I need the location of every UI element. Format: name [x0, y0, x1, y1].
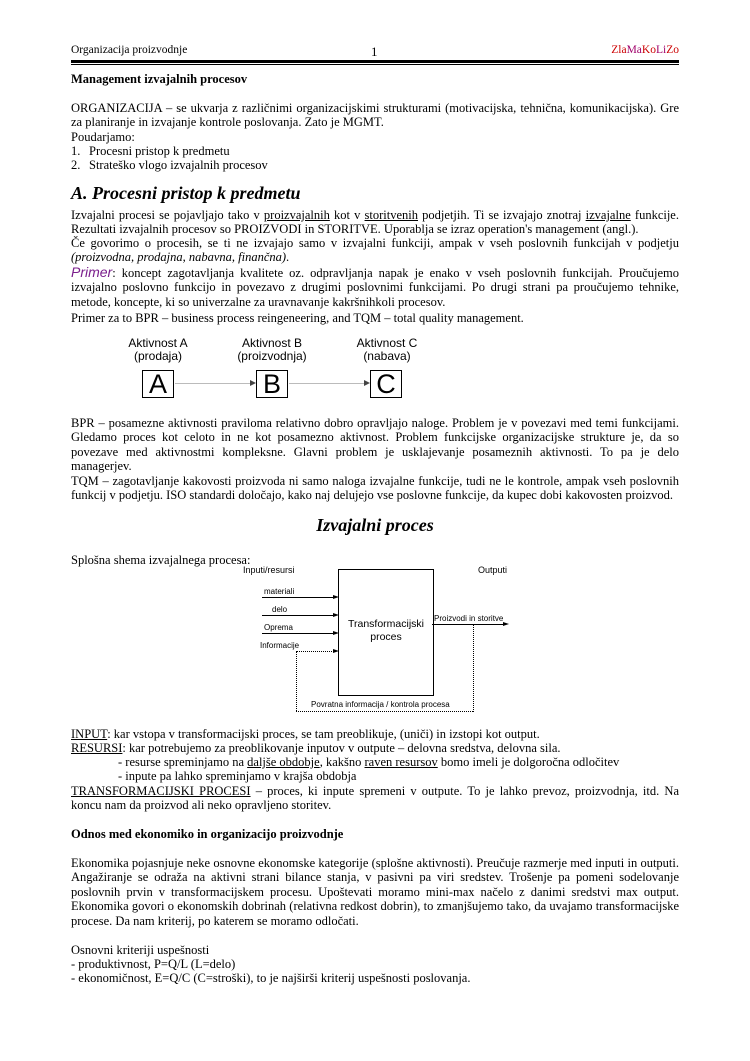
activity-b-label: Aktivnost B (proizvodnja) [237, 336, 307, 363]
tqm-paragraph: TQM – zagotavljanje kakovosti proizvoda ni samo naloga izvajalne funkcije, tudi ne le kontrole, ampak vseh poslovnih funkcij v podjetju. ISO standardi določajo, kako naj delujejo vse poslovne funkcije, da kupec dobi kakovosten proizvod. [71, 474, 679, 503]
resursi-bullet-1: - resurse spreminjamo na daljše obdobje, kakšno raven resursov bomo imeli je dolgoročna odločitev [118, 755, 620, 769]
section-heading-a: A. Procesni pristop k predmetu [71, 183, 301, 203]
definition-resursi: RESURSI: kar potrebujemo za preoblikovanje inputov v outpute – delovna sredstva, delovna sila. [71, 741, 561, 755]
intro-paragraph: ORGANIZACIJA – se ukvarja z različnimi organizacijskimi strukturami (motivacijska, tehnična, komunikacijska). Gre za planiranje in izvajanje kontrole poslovanja. Zato je MGMT. [71, 101, 679, 130]
arrow-head-icon [503, 622, 509, 626]
document-title: Management izvajalnih procesov [71, 72, 248, 86]
criteria-item: - ekonomičnost, E=Q/C (C=stroški), to je najširši kriterij uspešnosti poslovanja. [71, 971, 471, 985]
input-oprema: Oprema [264, 623, 293, 632]
inputs-header: Inputi/resursi [243, 565, 295, 575]
arrow-head-icon [333, 613, 339, 617]
section-heading-process: Izvajalni proces [316, 515, 434, 535]
arrow-head-icon [333, 595, 339, 599]
primer-label: Primer [71, 264, 113, 280]
emphasis-label: Poudarjamo: [71, 130, 135, 144]
section-a-paragraph-5: Primer za to BPR – business process reingeneering, and TQM – total quality management. [71, 311, 524, 325]
activity-c-box: C [370, 370, 402, 398]
bpr-paragraph: BPR – posamezne aktivnosti praviloma relativno dobro opravljajo naloge. Problem je v povezavi med temi funkcijami. Gledamo proces kot celoto in ne kot posamezno aktivnost. Problem funkcijske organizacijske strukture je, da so povezave med aktivnostmi kompleksne. Glavni problem je usklajevanje posameznih aktivnosti. To pa je delo managerjev. [71, 416, 679, 474]
input-materiali: materiali [264, 587, 295, 596]
page-header [71, 44, 679, 60]
econ-paragraph: Ekonomika pojasnjuje neke osnovne ekonomske kategorije (splošne aktivnosti). Preučuje razmerje med inputi in outputi. Angažiranje se odraža na aktivni strani bilance stanja, v pasivni pa viri sredstev. Trošenje pa pomeni sodelovanje poslovnih prvin v transformacijskem procesu. Upoštevati moramo mini-max načelo z danimi sredstvi max output. Ekonomika govori o ekonomskih dobrinah (relativna redkost dobrin), to zmanjšujemo tako, da uvajamo transformacijske procese. Da nam kriterij, po katerem se moramo odločati. [71, 856, 679, 928]
transformation-box: Transformacijski proces [338, 569, 434, 696]
criteria-item: - produktivnost, P=Q/L (L=delo) [71, 957, 236, 971]
input-informacije: Informacije [260, 641, 300, 650]
arrow-b-to-c [289, 383, 366, 384]
activity-a-box: A [142, 370, 174, 398]
section-a-paragraph-1: Izvajalni procesi se pojavljajo tako v proizvajalnih kot v storitvenih podjetjih. Ti se izvajajo znotraj izvajalne funkcije. [71, 208, 679, 222]
header-doc-title: Organizacija proizvodnje [71, 44, 188, 56]
arrow-head-icon [250, 380, 256, 386]
section-heading-econ: Odnos med ekonomiko in organizacijo proizvodnje [71, 827, 344, 841]
activity-b-box: B [256, 370, 288, 398]
arrow-a-to-b [175, 383, 252, 384]
definition-input: INPUT: kar vstopa v transformacijski proces, se tam preoblikuje, (uniči) in izstopi kot output. [71, 727, 540, 741]
list-item: 1. Procesni pristop k predmetu [71, 144, 230, 158]
input-delo: delo [272, 605, 288, 614]
section-a-paragraph-3: Če govorimo o procesih, se ti ne izvajajo samo v izvajalni funkciji, ampak v vseh poslovnih funkcijah v podjetju (proizvodna, prodajna, nabavna, finančna). [71, 236, 679, 265]
section-a-paragraph-2: Rezultati izvajalnih procesov so PROIZVODI in STORITVE. Uporablja se izraz operation's management (angl.). [71, 222, 639, 236]
activity-c-label: Aktivnost C (nabava) [356, 336, 418, 363]
activity-a-label: Aktivnost A (prodaja) [128, 336, 188, 363]
resursi-bullet-2: - inpute pa lahko spreminjamo v krajša obdobja [118, 769, 357, 783]
header-rule-thin [71, 64, 679, 65]
definition-transformacijski: TRANSFORMACIJSKI PROCESI – proces, ki inpute spremeni v outpute. To je lahko prevoz, proizvodnja, itd. Na koncu nam da proizvod ali neko opravljeno storitev. [71, 784, 679, 813]
intro-list [71, 144, 679, 173]
header-rule-thick [71, 60, 679, 63]
arrow-head-icon [364, 380, 370, 386]
author-logo: ZlaMaKoLiZo [611, 44, 679, 56]
criteria-title: Osnovni kriteriji uspešnosti [71, 943, 210, 957]
output-label: Proizvodi in storitve [434, 614, 504, 623]
section-a-primer: Primer: koncept zagotavljanja kvalitete oz. odpravljanja napak je enako v vseh poslovnih funkcijah. Proučujemo izvajalno poslovno funkcijo in povezavo z drugimi poslovnimi funkcijami. Po drugi strani pa proučujemo tehnike, metode, koncepte, ki so univerzalne za uravnavanje kakršnihkoli procesov. [71, 264, 679, 309]
feedback-label: Povratna informacija / kontrola procesa [311, 700, 450, 709]
arrow-head-icon [333, 649, 339, 653]
page-number: 1 [371, 44, 378, 59]
arrow-head-icon [333, 631, 339, 635]
outputs-header: Outputi [478, 565, 508, 575]
list-item: 2. Strateško vlogo izvajalnih procesov [71, 158, 268, 173]
scheme-label: Splošna shema izvajalnega procesa: [71, 553, 251, 567]
